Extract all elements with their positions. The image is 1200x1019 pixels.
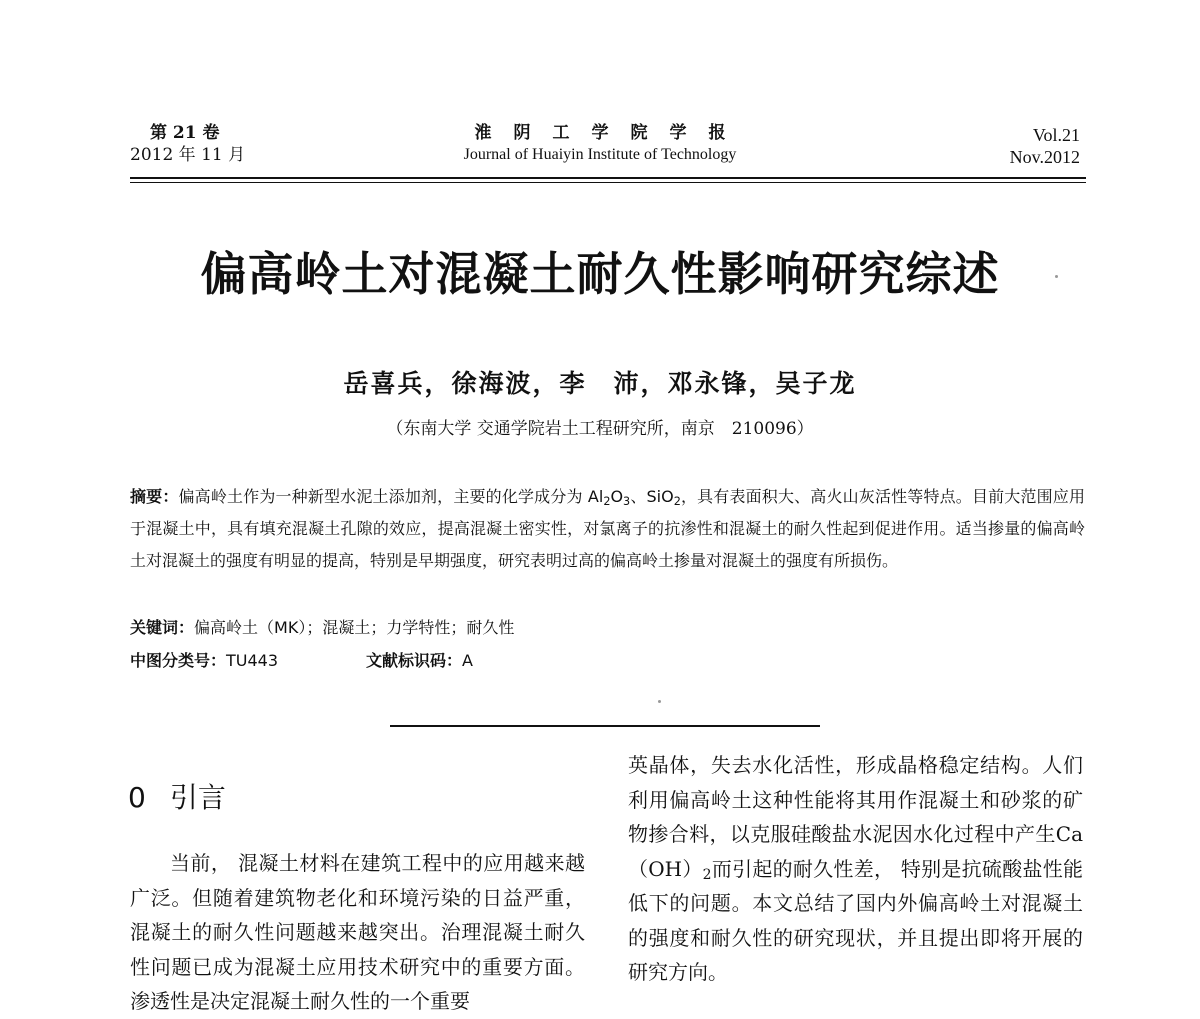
header-left	[130, 122, 245, 166]
scan-speck	[1055, 275, 1058, 278]
abstract-text-3: 、SiO	[630, 487, 674, 506]
body-right-column	[628, 748, 1083, 990]
right-sub: 2	[702, 866, 712, 883]
affiliation: （东南大学 交通学院岩土工程研究所，南京 210096）	[386, 419, 814, 439]
abstract-text-4: ，具有表面积大、高火山灰活性等特点。目前大范围应用于混凝土中，具有填充混凝土孔隙的效应，提高混凝土密实性，对氯离子的抗渗性和混凝土的耐久性起到促进作用。适当掺量的偏高岭土对混凝土的强度有明显的提高，特别是早期强度，研究表明过高的偏高岭土掺量对混凝土的强度有所损伤。	[130, 487, 1085, 570]
section-separator	[390, 725, 820, 727]
journal-title-en: Journal of Huaiyin Institute of Technology	[463, 146, 737, 163]
right-text-1: 英晶体，失去水化活性，形成晶格稳定结构。人们利用偏高岭土这种性能将其用作混凝土和砂浆的矿物掺合料，以克服硅酸盐水泥因水化过程中产生Ca（OH）	[628, 753, 1083, 881]
abstract-sub-1: 2	[603, 495, 611, 508]
header-right	[1010, 124, 1080, 168]
abstract-text-1: 偏高岭土作为一种新型水泥土添加剂，主要的化学成分为 Al	[178, 487, 604, 506]
header-center	[420, 122, 780, 166]
section-number: 0	[128, 781, 146, 814]
doc-code-label: 文献标识码：	[366, 651, 463, 670]
header-rule-thick	[130, 177, 1086, 179]
paper-title: 偏高岭土对混凝土耐久性影响研究综述	[200, 247, 1000, 301]
header-rule-thin	[130, 182, 1086, 183]
abstract-label: 摘要：	[130, 487, 179, 506]
volume-cn: 第 21 卷	[150, 123, 220, 143]
author-list: 岳喜兵，徐海波，李 沛，邓永锋，吴子龙	[343, 369, 857, 398]
keywords	[130, 615, 514, 638]
body-left-column: 当前， 混凝土材料在建筑工程中的应用越来越广泛。但随着建筑物老化和环境污染的日益严重， 混凝土的耐久性问题越来越突出。治理混凝土耐久性问题已成为混凝土应用技术研究中的重要方面。渗透性是决定混凝土耐久性的一个重要	[130, 851, 585, 1013]
right-text-2: 而引起的耐久性差， 特别是抗硫酸盐性能低下的问题。本文总结了国内外偏高岭土对混凝土的强度和耐久性的研究现状，并且提出即将开展的研究方向。	[628, 856, 1083, 984]
section-title: 引言	[169, 781, 226, 814]
clc-label: 中图分类号：	[130, 651, 227, 670]
abstract-text-2: O	[610, 487, 624, 506]
clc-value: TU443	[226, 651, 279, 670]
date-en: Nov.2012	[1009, 147, 1080, 167]
section-heading	[128, 776, 226, 816]
keywords-value: 偏高岭土（MK）；混凝土；力学特性；耐久性	[194, 618, 515, 637]
scan-speck	[658, 700, 661, 703]
volume-en: Vol.21	[1032, 125, 1080, 145]
keywords-label: 关键词：	[130, 618, 195, 637]
abstract-sub-2: 3	[623, 495, 631, 508]
journal-title-cn: 淮阴工学院学报	[474, 123, 748, 143]
doc-code-value: A	[462, 651, 473, 670]
abstract-sub-3: 2	[673, 495, 681, 508]
date-cn: 2012 年 11 月	[130, 145, 246, 165]
abstract	[130, 481, 1085, 577]
classification	[130, 648, 473, 671]
